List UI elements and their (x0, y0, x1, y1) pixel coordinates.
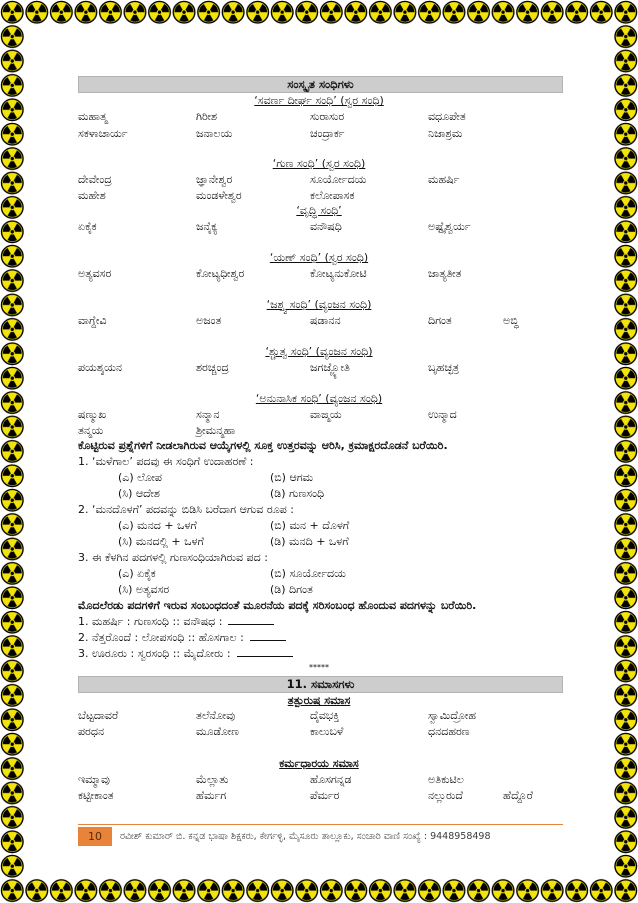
analogy-instruction: ಮೊದಲೆರಡು ಪದಗಳಿಗೆ ಇರುವ ಸಂಬಂಧದಂತೆ ಮೂರನೆಯ ಪದಕ್ಕೆ ಸರಿಸಂಬಂಧ ಹೊಂದುವ ಪದಗಳನ್ನು ಬರೆಯಿರಿ. (78, 599, 477, 612)
mcq-instruction: ಕೊಟ್ಟಿರುವ ಪ್ರಶ್ನೆಗಳಿಗೆ ನೀಡಲಾಗಿರುವ ಆಯ್ಕೆಗಳಲ್ಲಿ ಸೂಕ್ತ ಉತ್ತರವನ್ನು ಆರಿಸಿ, ಕ್ರಮಾಕ್ಷರದೊಡನೆ ಬರೆಯಿರಿ. (78, 439, 448, 452)
word-cell: ಸೂರ್ಯೋದಯ (310, 173, 367, 186)
word-cell: ಮಂಡಳೇಶ್ವರ (196, 189, 242, 202)
word-cell: ಇಮ್ಮಾವು (78, 773, 110, 786)
answer-option: (ಬಿ) ಆಗಮ (270, 471, 314, 484)
word-cell: ಕಟ್ಟೀಕಾಂತ (78, 789, 114, 802)
word-cell: ಮಹರ್ಷಿ (428, 173, 460, 186)
word-cell: ಕೋಟ್ಯಧೀಶ್ವರ (196, 267, 245, 280)
word-cell: ಪೆರ್ಮರ (310, 789, 340, 802)
section-title-bar (78, 76, 563, 93)
analogy-text: 3. ಊರೂರು : ಸ್ವರಸಂಧಿ :: ಮೈದೋರು : (78, 647, 231, 660)
word-cell: ಮಹಾತ್ಮ (78, 110, 108, 123)
word-row (0, 313, 638, 329)
word-row (0, 360, 638, 376)
word-cell: ದಿಗಂತ (428, 314, 452, 327)
word-cell: ಸುರಾಸುರ (310, 110, 345, 123)
word-cell: ಕಲೋಪಾಸಕ (310, 189, 355, 202)
word-row (0, 266, 638, 282)
section-title: 11. ಸಮಾಸಗಳು (286, 677, 355, 691)
word-cell: ಷಣ್ಮುಖ (78, 408, 107, 421)
answer-option: (ಸಿ) ಆದೇಶ (118, 487, 160, 500)
word-row (0, 126, 638, 142)
word-cell: ಮೆಲ್ಲಾತು (196, 773, 229, 786)
word-cell: ನಿಜಾಶ್ರಮ (428, 127, 463, 140)
word-cell: ಕಾಲುಬಳೆ (310, 725, 344, 738)
answer-blank (228, 615, 274, 625)
word-row (0, 219, 638, 235)
answer-option: (ಬಿ) ಸೂರ್ಯೋದಯ (270, 567, 346, 580)
word-cell: ಅತ್ಯವಸರ (78, 267, 112, 280)
word-cell: ವಾಙ್ಮಯ (310, 408, 342, 421)
word-cell: ಷಡಾನನ (310, 314, 341, 327)
question-text: 1. ‘ಮಳೆಗಾಲ’ ಪದವು ಈ ಸಂಧಿಗೆ ಉದಾಹರಣೆ : (78, 455, 254, 468)
word-cell: ಧನದಹರಣ (428, 725, 470, 738)
word-cell: ಬೃಹಚ್ಛತ್ರ (428, 361, 460, 374)
question-text: 3. ಈ ಕೆಳಗಿನ ಪದಗಳಲ್ಲಿ ಗುಣಸಂಧಿಯಾಗಿರುವ ಪದ : (78, 551, 268, 564)
answer-blank (250, 631, 286, 641)
page-number: 10 (78, 827, 112, 846)
sandhi-heading: ‘ಅನುನಾಸಿಕ ಸಂಧಿ’ (ವ್ಯಂಜನ ಸಂಧಿ) (255, 392, 383, 405)
word-row (0, 772, 638, 788)
sandhi-heading: ‘ವೃದ್ಧಿ ಸಂಧಿ’ (296, 204, 342, 217)
sandhi-heading: ‘ಗುಣ ಸಂಧಿ’ (ಸ್ವರ ಸಂಧಿ) (272, 157, 366, 170)
word-cell: ವಧೂಪೇತ (428, 110, 466, 123)
answer-option: (ಬಿ) ಮನ + ದೊಳಗೆ (270, 519, 350, 532)
word-cell: ಅಷ್ಟೈಶ್ವರ್ಯ (428, 220, 471, 233)
word-row (0, 407, 638, 423)
word-cell: ಸ್ವಾಮಿದ್ರೋಹ (428, 709, 477, 722)
border-bottom (0, 878, 638, 903)
word-cell: ಮೂಡೋಣ (196, 725, 239, 738)
word-cell: ಚಂದ್ರಾರ್ಕ (310, 127, 345, 140)
section-separator: ***** (309, 663, 329, 672)
word-cell: ಹೆದ್ದೊರೆ (503, 789, 533, 802)
sandhi-heading: ‘ಜಶ್ತ್ವ ಸಂಧಿ’ (ವ್ಯಂಜನ ಸಂಧಿ) (266, 298, 372, 311)
word-row (0, 109, 638, 125)
word-row (0, 788, 638, 804)
analogy-text: 1. ಮಹರ್ಷಿ : ಗುಣಸಂಧಿ :: ವನೌಷಧ : (78, 615, 223, 628)
word-row (0, 724, 638, 740)
word-cell: ಅಬ್ಧಿ (503, 314, 519, 327)
word-cell: ಬೆಟ್ಟದಾವರೆ (78, 709, 119, 722)
word-cell: ಶ್ರೀಮನ್ಮಹಾ (196, 424, 236, 437)
section-title-bar (78, 676, 563, 693)
word-cell: ಶರಚ್ಚಂದ್ರ (196, 361, 229, 374)
word-cell: ಜ್ಞಾನೇಶ್ವರ (196, 173, 233, 186)
word-row (0, 188, 638, 204)
footer-author: ರವೀಶ್ ಕುಮಾರ್ ಬಿ. ಕನ್ನಡ ಭಾಷಾ ಶಿಕ್ಷಕರು, ಕೇರ್ಗಳ್ಳಿ, ಮೈಸೂರು ತಾಲ್ಲೂಕು, ಸಂಚಾರಿ ವಾಣಿ ಸಂಖ್ಯೆ : 9448958498 (120, 831, 491, 842)
word-cell: ಜಾತ್ಯತೀತ (428, 267, 462, 280)
word-cell: ಸನ್ಮಾನ (196, 408, 220, 421)
analogy-item (78, 630, 286, 646)
word-cell: ಮಹೇಶ (78, 189, 106, 202)
question-text: 2. ‘ಮನದೊಳಗೆ’ ಪದವನ್ನು ಬಿಡಿಸಿ ಬರೆದಾಗ ಆಗುವ ರೂಪ : (78, 503, 294, 516)
answer-option: (ಡಿ) ಗುಣಸಂಧಿ (270, 487, 325, 500)
word-cell: ನಲ್ಲುರುದೆ (428, 789, 463, 802)
word-cell: ಏಕೈಕ (78, 220, 97, 233)
samasa-heading: ತತ್ಪುರುಷ ಸಮಾಸ (287, 694, 351, 707)
sandhi-heading: ‘ಯಣ್ ಸಂಧಿ’ (ಸ್ವರ ಸಂಧಿ) (269, 251, 369, 264)
word-cell: ಗಿರೀಶ (196, 110, 218, 123)
word-row (0, 423, 638, 439)
word-cell: ಉನ್ಮಾದ (428, 408, 457, 421)
answer-option: (ಸಿ) ಮನದಲ್ಲಿ + ಒಳಗೆ (118, 535, 204, 548)
word-cell: ವನೌಷಧಿ (310, 220, 342, 233)
word-cell: ಅತಿಕುಟಿಲ (428, 773, 464, 786)
answer-option: (ಸಿ) ಅತ್ಯವಸರ (118, 583, 170, 596)
word-cell: ಪಯಶ್ಶಯನ (78, 361, 123, 374)
answer-option: (ಡಿ) ದಿಗಂತ (270, 583, 313, 596)
word-cell: ದೇವೇಂದ್ರ (78, 173, 112, 186)
word-cell: ಜಗಜ್ಜ್ಯೋತಿ (310, 361, 350, 374)
sandhi-heading: ‘ಶ್ಚುತ್ವ ಸಂಧಿ’ (ವ್ಯಂಜನ ಸಂಧಿ) (265, 345, 373, 358)
border-top (0, 0, 638, 25)
word-row (0, 172, 638, 188)
answer-option: (ಎ) ಮನದ + ಒಳಗೆ (118, 519, 197, 532)
answer-blank (237, 647, 293, 657)
answer-option: (ಎ) ಲೋಪ (118, 471, 162, 484)
section-title: ಸಂಸ್ಕೃತ ಸಂಧಿಗಳು (287, 77, 354, 91)
samasa-heading: ಕರ್ಮಧಾರಯ ಸಮಾಸ (279, 757, 359, 770)
word-cell: ವಾಗ್ದೇವಿ (78, 314, 107, 327)
analogy-item (78, 614, 274, 630)
word-cell: ದೈವಭಕ್ತಿ (310, 709, 340, 722)
word-cell: ತಲೆನೋವು (196, 709, 236, 722)
sandhi-heading: ‘ಸವರ್ಣ ದೀರ್ಘ ಸಂಧಿ’ (ಸ್ವರ ಸಂಧಿ) (254, 94, 384, 107)
word-cell: ಹೊಸಗನ್ನಡ (310, 773, 352, 786)
analogy-text: 2. ನೆತ್ತರೊಂದೆ : ಲೋಪಸಂಧಿ :: ಹೊಸಗಾಲ : (78, 631, 244, 644)
answer-option: (ಎ) ಏಕೈಕ (118, 567, 156, 580)
word-cell: ಪರಧನ (78, 725, 105, 738)
word-cell: ಕೋಟ್ಯನುಕೋಟಿ (310, 267, 367, 280)
word-cell: ಜನೈಕ್ಯ (196, 220, 218, 233)
word-cell: ಹೆರ್ಮಗ (196, 789, 227, 802)
footer-divider (78, 824, 563, 825)
word-row (0, 708, 638, 724)
word-cell: ಸಕಳಾಚಾರ್ಯ (78, 127, 128, 140)
word-cell: ಜನಾಲಯ (196, 127, 233, 140)
word-cell: ಅಜಂತ (196, 314, 222, 327)
word-cell: ತನ್ಮಯ (78, 424, 104, 437)
answer-option: (ಡಿ) ಮನದಿ + ಒಳಗೆ (270, 535, 349, 548)
